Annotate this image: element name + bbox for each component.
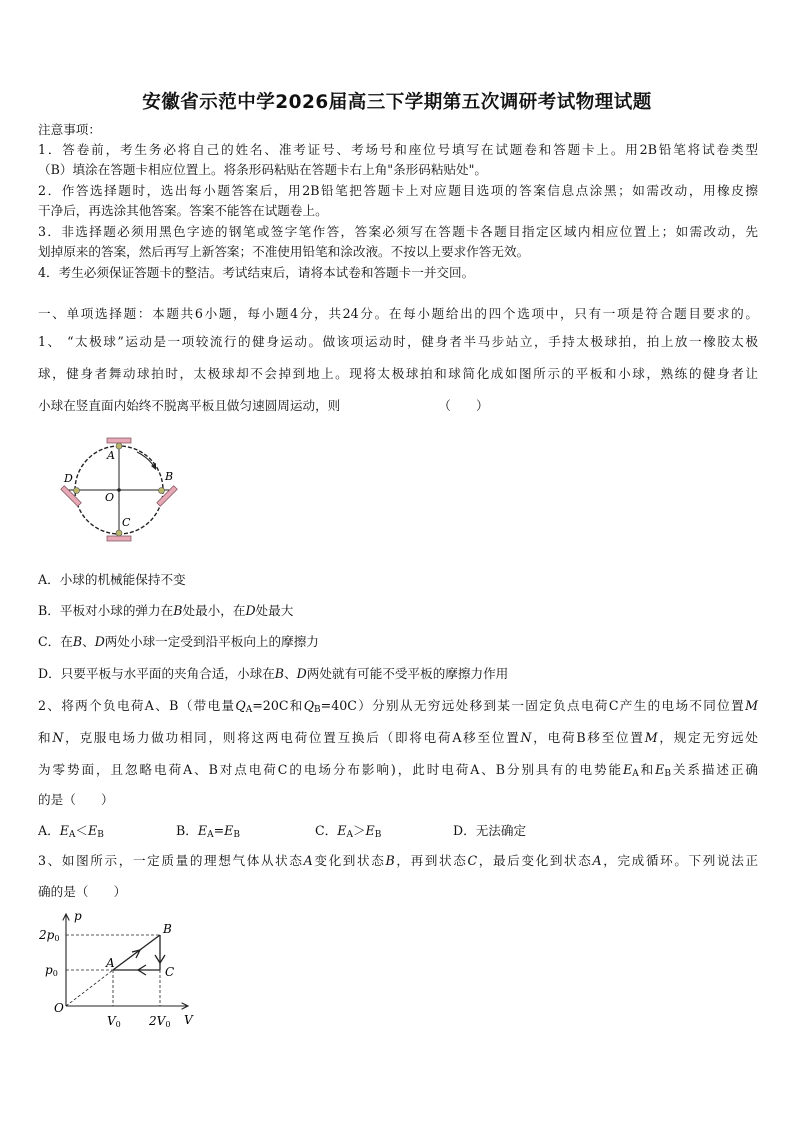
q1-stem-text: 小球在竖直面内始终不脱离平板且做匀速圆周运动，则 [38, 398, 341, 413]
q2-stem-line: 和N，克服电场力做功相同，则将这两电荷位置互换后（即将电荷A移至位置N，电荷B移至位置M，规定无穷远处 [38, 730, 758, 745]
fig1-label-a: A [107, 449, 115, 462]
q2-stem-line: 的是（ ） [38, 792, 114, 807]
plate-top [107, 438, 131, 443]
q1-stem-line [38, 398, 758, 414]
process-ab [113, 935, 160, 970]
q1-option-c: C．在B、D两处小球一定受到沿平板向上的摩擦力 [38, 634, 319, 649]
q2-stem-line: 2、将两个负电荷A、B（带电量$Q_A=20C$和$Q_B=40C$）分别从无穷远处移到某一固定负点电荷C产生的电场不同位置M [38, 698, 758, 715]
notice-line: 4．考生必须保证答题卡的整洁。考试结束后，请将本试卷和答题卡一并交回。 [38, 265, 475, 280]
graph-2p0-label: 2p0 [39, 928, 60, 943]
q3-stem-line: 确的是（ ） [38, 884, 127, 899]
graph-v-label: V [184, 1013, 193, 1027]
ball-b [159, 488, 165, 494]
notice-line: 3．非选择题必须用黑色字迹的钢笔或签字笔作答，答案必须写在答题卡各题目指定区域内相应位置上；如需改动，先 [38, 224, 758, 239]
q3-stem-line: 3、如图所示，一定质量的理想气体从状态A变化到状态B，再到状态C，最后变化到状态A，完成循环。下列说法正 [38, 853, 759, 868]
q1-option-d: D．只要平板与水平面的夹角合适，小球在B、D两处就有可能不受平板的摩擦力作用 [38, 666, 509, 681]
ball-d [74, 488, 80, 494]
fig1-label-b: B [165, 470, 174, 483]
notice-line: 1．答卷前，考生务必将自己的姓名、准考证号、考场号和座位号填写在试题卷和答题卡上。用2B铅笔将试卷类型 [38, 142, 758, 157]
fig1-label-o: O [105, 491, 115, 504]
graph-point-c: C [165, 965, 175, 979]
q1-answer-paren: （ ） [438, 398, 489, 413]
notice-line: 划掉原来的答案，然后再写上新答案；不准使用铅笔和涂改液。不按以上要求作答无效。 [38, 244, 530, 259]
q2-stem-line: 为零势面，且忽略电荷A、B对点电荷C的电场分布影响)，此时电荷A、B分别具有的电势能$E_A$和$E_B$关系描述正确 [38, 762, 759, 779]
notice-line: 干净后，再选涂其他答案。答案不能答在试题卷上。 [38, 203, 328, 218]
q2-option-a: A．$E_A<E_B$ [38, 823, 104, 840]
process-ab-arrow-icon [132, 950, 140, 958]
ball-c [116, 530, 122, 536]
fig1-label-d: D [64, 472, 73, 485]
notice-heading: 注意事项： [38, 122, 101, 137]
page-title: 安徽省示范中学2026届高三下学期第五次调研考试物理试题 [142, 92, 652, 113]
graph-p0-label: p0 [45, 963, 58, 978]
graph-origin-label: O [54, 1001, 64, 1015]
fig1-label-c: C [122, 516, 131, 529]
notice-line: 2．作答选择题时，选出每小题答案后，用2B铅笔把答题卡上对应题目选项的答案信息点涂黑；如需改动，用橡皮擦 [38, 183, 758, 198]
q1-stem-line: 球，健身者舞动球拍时，太极球却不会掉到地上。现将太极球拍和球简化成如图所示的平板和小球，熟练的健身者让 [38, 366, 758, 381]
graph-point-a: A [106, 956, 115, 970]
graph-2v0-label: 2V0 [149, 1014, 171, 1029]
ball-a [116, 443, 122, 449]
q1-option-a: A．小球的机械能保持不变 [38, 572, 186, 587]
q2-option-d: D．无法确定 [453, 823, 527, 838]
graph-v0-label: V0 [107, 1014, 121, 1029]
q3-pv-graph [36, 908, 206, 1033]
q1-stem-line: 1、 “太极球”运动是一项较流行的健身运动。做该项运动时，健身者半马步站立，手持太极球拍，拍上放一橡胶太极 [38, 334, 758, 349]
plate-bottom [107, 536, 131, 541]
q2-option-b: B．$E_A=E_B$ [176, 823, 240, 840]
graph-p-label: p [74, 909, 82, 923]
q1-figure [55, 432, 185, 550]
q2-option-c: C．$E_A>E_B$ [315, 823, 382, 840]
notice-line: （B）填涂在答题卡相应位置上。将条形码粘贴在答题卡右上角"条形码粘贴处"。 [38, 162, 488, 177]
section-heading: 一、单项选择题：本题共6小题，每小题4分，共24分。在每小题给出的四个选项中，只有一项是符合题目要求的。 [38, 306, 758, 321]
graph-point-b: B [163, 922, 172, 936]
q1-option-b: B．平板对小球的弹力在B处最小，在D处最大 [38, 603, 294, 618]
